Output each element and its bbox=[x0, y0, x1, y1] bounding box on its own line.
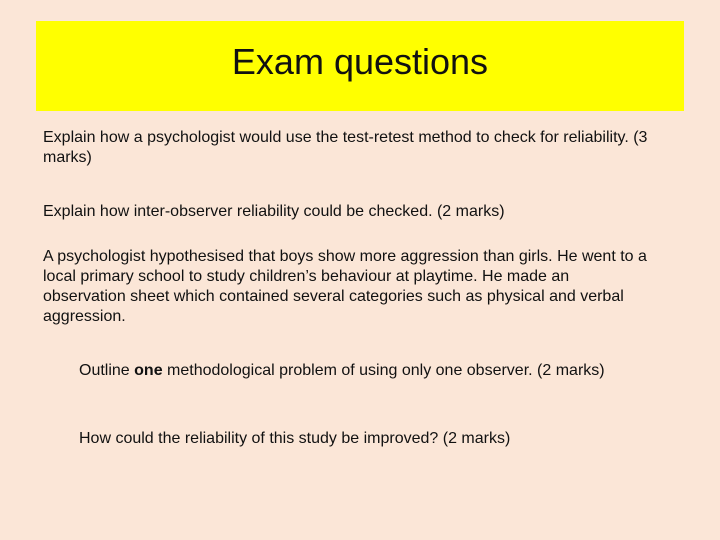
slide-title: Exam questions bbox=[231, 41, 489, 82]
question-inter-observer: Explain how inter-observer reliability could be checked. (2 marks) bbox=[43, 203, 505, 220]
subquestion-improve-reliability: How could the reliability of this study be improved? (2 marks) bbox=[79, 430, 511, 447]
subquestion-one-observer-end: methodological problem of using only one observer. (2 marks) bbox=[162, 362, 605, 379]
question-test-retest: Explain how a psychologist would use the test-retest method to check for reliability. (3 marks) bbox=[43, 129, 648, 166]
question-scenario: A psychologist hypothesised that boys show more aggression than girls. He went to a local primary school to study children’s behaviour at playtime. He made an observation sheet which contained several categories such as physical and verbal aggression. bbox=[43, 248, 647, 325]
title-banner bbox=[36, 21, 684, 111]
subquestion-one-observer-start: Outline bbox=[79, 362, 135, 379]
subquestion-one-observer bbox=[79, 361, 649, 381]
subquestion-one-observer-emphasis: one bbox=[134, 362, 163, 379]
